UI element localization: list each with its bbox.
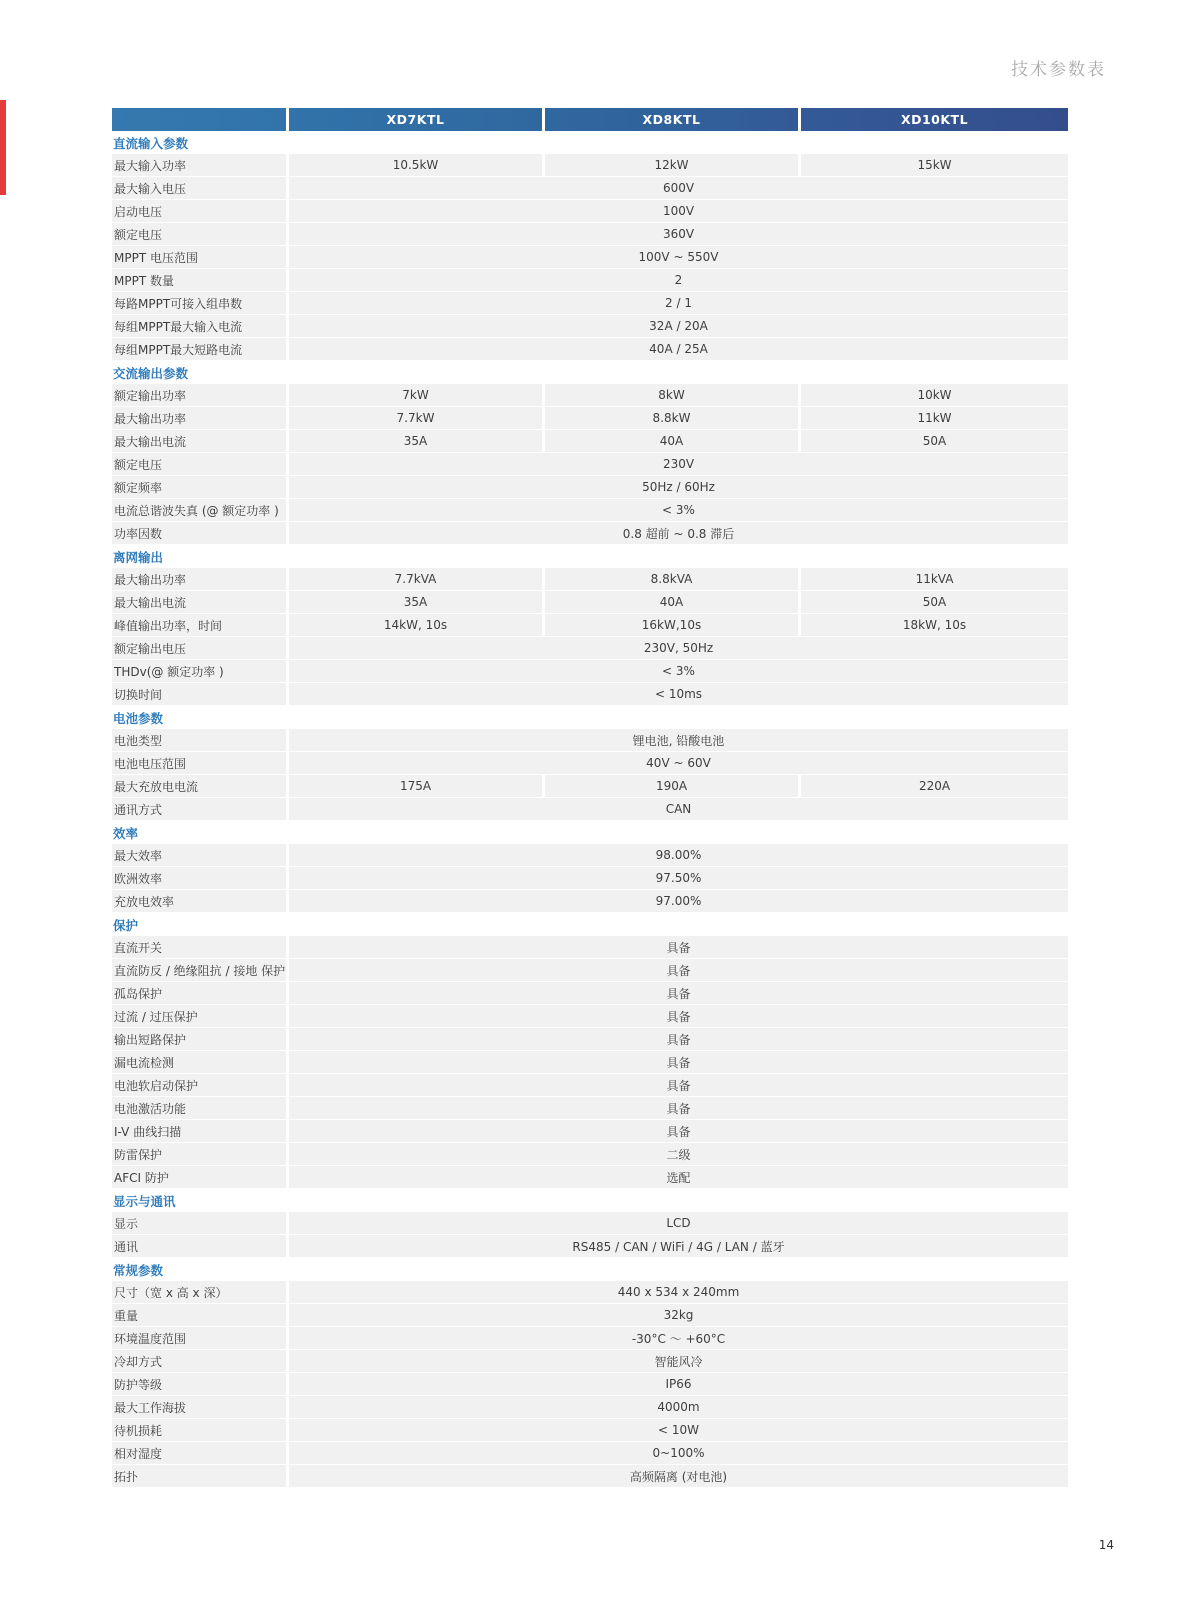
spec-label-cell: 最大输出电流 [112,591,286,613]
spec-value-cell: 16kW,10s [545,614,798,636]
spec-row [112,637,1068,659]
section-title: 电池参数 [113,710,164,726]
spec-label-cell: 防护等级 [112,1373,286,1395]
spec-value-cell-merged: 98.00% [289,844,1068,866]
spec-row [112,1074,1068,1096]
page-edge-accent-bar [0,100,6,195]
spec-row [112,729,1068,751]
spec-label-cell: 每组MPPT最大输入电流 [112,315,286,337]
spec-label-cell: 直流开关 [112,936,286,958]
section-header-row [112,913,1068,936]
spec-row [112,1166,1068,1188]
spec-label-cell: 启动电压 [112,200,286,222]
spec-value-cell: 8.8kW [545,407,798,429]
spec-label-cell: 每路MPPT可接入组串数 [112,292,286,314]
spec-row [112,384,1068,406]
spec-value-cell: 10kW [801,384,1068,406]
page-number: 14 [1098,1538,1114,1552]
spec-value-cell: 11kW [801,407,1068,429]
section-header-row [112,1258,1068,1281]
spec-table-header-row [112,108,1068,131]
spec-value-cell-merged: LCD [289,1212,1068,1234]
spec-label-cell: 重量 [112,1304,286,1326]
spec-label-cell: 相对湿度 [112,1442,286,1464]
section-title: 显示与通讯 [113,1193,176,1209]
spec-label-cell: 最大工作海拔 [112,1396,286,1418]
spec-row [112,200,1068,222]
spec-value-cell: 7kW [289,384,542,406]
spec-row [112,752,1068,774]
spec-row [112,1028,1068,1050]
spec-table [112,108,1068,1488]
spec-value-cell-merged: 具备 [289,959,1068,981]
spec-value-cell-merged: 4000m [289,1396,1068,1418]
spec-value-cell-merged: 0~100% [289,1442,1068,1464]
section-header-row [112,706,1068,729]
spec-row [112,1051,1068,1073]
spec-row [112,568,1068,590]
spec-value-cell-merged: 锂电池, 铅酸电池 [289,729,1068,751]
spec-label-cell: 最大输入电压 [112,177,286,199]
spec-label-cell: 通讯方式 [112,798,286,820]
spec-value-cell-merged: IP66 [289,1373,1068,1395]
spec-value-cell-merged: 具备 [289,1074,1068,1096]
spec-row [112,522,1068,544]
spec-label-cell: 额定频率 [112,476,286,498]
spec-value-cell-merged: 具备 [289,1120,1068,1142]
spec-label-cell: 最大输出功率 [112,407,286,429]
spec-label-cell: 充放电效率 [112,890,286,912]
header-model-xd10ktl: XD10KTL [801,108,1068,131]
spec-row [112,798,1068,820]
spec-value-cell: 190A [545,775,798,797]
spec-row [112,1373,1068,1395]
spec-label-cell: MPPT 数量 [112,269,286,291]
spec-row [112,683,1068,705]
spec-row [112,1350,1068,1372]
spec-row [112,1120,1068,1142]
spec-row [112,177,1068,199]
spec-value-cell-merged: 32kg [289,1304,1068,1326]
spec-value-cell-merged: 97.00% [289,890,1068,912]
spec-row [112,407,1068,429]
spec-label-cell: 冷却方式 [112,1350,286,1372]
spec-value-cell-merged: 230V, 50Hz [289,637,1068,659]
section-title: 效率 [113,825,139,841]
spec-value-cell: 7.7kW [289,407,542,429]
spec-row [112,591,1068,613]
spec-row [112,1212,1068,1234]
spec-value-cell: 175A [289,775,542,797]
spec-value-cell-merged: 高频隔离 (对电池) [289,1465,1068,1487]
spec-value-cell-merged: 32A / 20A [289,315,1068,337]
spec-row [112,1235,1068,1257]
spec-label-cell: 防雷保护 [112,1143,286,1165]
spec-value-cell-merged: 2 / 1 [289,292,1068,314]
spec-value-cell-merged: < 10W [289,1419,1068,1441]
section-header-row [112,545,1068,568]
spec-label-cell: 最大效率 [112,844,286,866]
section-title: 保护 [113,917,139,933]
spec-row [112,775,1068,797]
spec-value-cell: 50A [801,591,1068,613]
spec-value-cell-merged: 97.50% [289,867,1068,889]
spec-label-cell: 电池电压范围 [112,752,286,774]
spec-value-cell: 35A [289,591,542,613]
spec-row [112,614,1068,636]
spec-label-cell: 峰值输出功率，时间 [112,614,286,636]
spec-label-cell: 最大输出电流 [112,430,286,452]
spec-label-cell: 最大输出功率 [112,568,286,590]
spec-value-cell: 18kW, 10s [801,614,1068,636]
spec-row [112,1097,1068,1119]
section-title: 交流输出参数 [113,365,189,381]
spec-label-cell: THDv(@ 额定功率 ) [112,660,286,682]
spec-row [112,1327,1068,1349]
spec-value-cell-merged: < 3% [289,660,1068,682]
spec-label-cell: 过流 / 过压保护 [112,1005,286,1027]
spec-value-cell: 35A [289,430,542,452]
spec-label-cell: 待机损耗 [112,1419,286,1441]
spec-row [112,292,1068,314]
spec-value-cell-merged: 40V ~ 60V [289,752,1068,774]
spec-label-cell: 通讯 [112,1235,286,1257]
spec-label-cell: 额定电压 [112,223,286,245]
spec-value-cell-merged: 360V [289,223,1068,245]
spec-value-cell-merged: 二级 [289,1143,1068,1165]
section-title: 常规参数 [113,1262,164,1278]
spec-label-cell: 尺寸（宽 x 高 x 深） [112,1281,286,1303]
spec-value-cell-merged: 100V [289,200,1068,222]
spec-value-cell: 220A [801,775,1068,797]
spec-row [112,959,1068,981]
header-model-xd7ktl: XD7KTL [289,108,542,131]
spec-value-cell-merged: 50Hz / 60Hz [289,476,1068,498]
section-header-row [112,1189,1068,1212]
spec-row [112,1005,1068,1027]
spec-label-cell: 切换时间 [112,683,286,705]
spec-value-cell-merged: 智能风冷 [289,1350,1068,1372]
section-title: 离网输出 [113,549,164,565]
spec-value-cell: 14kW, 10s [289,614,542,636]
spec-label-cell: 孤岛保护 [112,982,286,1004]
spec-row [112,269,1068,291]
spec-label-cell: 额定输出电压 [112,637,286,659]
spec-value-cell: 40A [545,430,798,452]
section-header-row [112,821,1068,844]
spec-value-cell-merged: 具备 [289,1051,1068,1073]
spec-value-cell: 40A [545,591,798,613]
spec-value-cell-merged: RS485 / CAN / WiFi / 4G / LAN / 蓝牙 [289,1235,1068,1257]
spec-value-cell-merged: 40A / 25A [289,338,1068,360]
spec-value-cell-merged: 具备 [289,982,1068,1004]
spec-value-cell-merged: 0.8 超前 ~ 0.8 滞后 [289,522,1068,544]
section-header-row [112,131,1068,154]
spec-value-cell-merged: 选配 [289,1166,1068,1188]
page-title: 技术参数表 [1011,60,1106,80]
spec-label-cell: 功率因数 [112,522,286,544]
spec-value-cell-merged: 100V ~ 550V [289,246,1068,268]
spec-label-cell: 额定输出功率 [112,384,286,406]
spec-row [112,154,1068,176]
spec-value-cell-merged: 具备 [289,1028,1068,1050]
spec-label-cell: 显示 [112,1212,286,1234]
spec-row [112,476,1068,498]
spec-value-cell-merged: < 10ms [289,683,1068,705]
spec-row [112,890,1068,912]
spec-row [112,982,1068,1004]
header-spacer-cell [112,108,286,131]
spec-row [112,1465,1068,1487]
spec-label-cell: 电池类型 [112,729,286,751]
spec-row [112,936,1068,958]
spec-row [112,1281,1068,1303]
spec-row [112,1419,1068,1441]
header-model-xd8ktl: XD8KTL [545,108,798,131]
spec-label-cell: 每组MPPT最大短路电流 [112,338,286,360]
spec-row [112,844,1068,866]
spec-row [112,867,1068,889]
spec-value-cell: 15kW [801,154,1068,176]
spec-row [112,1304,1068,1326]
spec-label-cell: 直流防反 / 绝缘阻抗 / 接地 保护 [112,959,286,981]
spec-row [112,223,1068,245]
spec-label-cell: MPPT 电压范围 [112,246,286,268]
spec-table-body [112,131,1068,1487]
spec-label-cell: 额定电压 [112,453,286,475]
spec-label-cell: 电流总谐波失真 (@ 额定功率 ) [112,499,286,521]
spec-label-cell: 环境温度范围 [112,1327,286,1349]
section-header-row [112,361,1068,384]
spec-row [112,1396,1068,1418]
spec-label-cell: 最大充放电电流 [112,775,286,797]
spec-value-cell-merged: 具备 [289,1005,1068,1027]
spec-row [112,499,1068,521]
spec-label-cell: 电池激活功能 [112,1097,286,1119]
spec-label-cell: 拓扑 [112,1465,286,1487]
spec-row [112,315,1068,337]
spec-label-cell: AFCI 防护 [112,1166,286,1188]
spec-value-cell-merged: < 3% [289,499,1068,521]
spec-value-cell: 8kW [545,384,798,406]
spec-row [112,1442,1068,1464]
spec-value-cell-merged: 600V [289,177,1068,199]
spec-value-cell: 50A [801,430,1068,452]
spec-value-cell: 7.7kVA [289,568,542,590]
spec-label-cell: 输出短路保护 [112,1028,286,1050]
spec-row [112,660,1068,682]
spec-value-cell: 12kW [545,154,798,176]
spec-value-cell: 10.5kW [289,154,542,176]
spec-value-cell-merged: 2 [289,269,1068,291]
spec-value-cell-merged: -30°C ～ +60°C [289,1327,1068,1349]
spec-row [112,453,1068,475]
spec-label-cell: I-V 曲线扫描 [112,1120,286,1142]
spec-value-cell: 8.8kVA [545,568,798,590]
spec-label-cell: 电池软启动保护 [112,1074,286,1096]
spec-value-cell: 11kVA [801,568,1068,590]
spec-value-cell-merged: 440 x 534 x 240mm [289,1281,1068,1303]
spec-value-cell-merged: 具备 [289,936,1068,958]
spec-row [112,246,1068,268]
spec-row [112,430,1068,452]
spec-value-cell-merged: 230V [289,453,1068,475]
spec-row [112,1143,1068,1165]
spec-value-cell-merged: CAN [289,798,1068,820]
spec-label-cell: 漏电流检测 [112,1051,286,1073]
spec-label-cell: 欧洲效率 [112,867,286,889]
spec-label-cell: 最大输入功率 [112,154,286,176]
spec-value-cell-merged: 具备 [289,1097,1068,1119]
section-title: 直流输入参数 [113,135,189,151]
spec-row [112,338,1068,360]
